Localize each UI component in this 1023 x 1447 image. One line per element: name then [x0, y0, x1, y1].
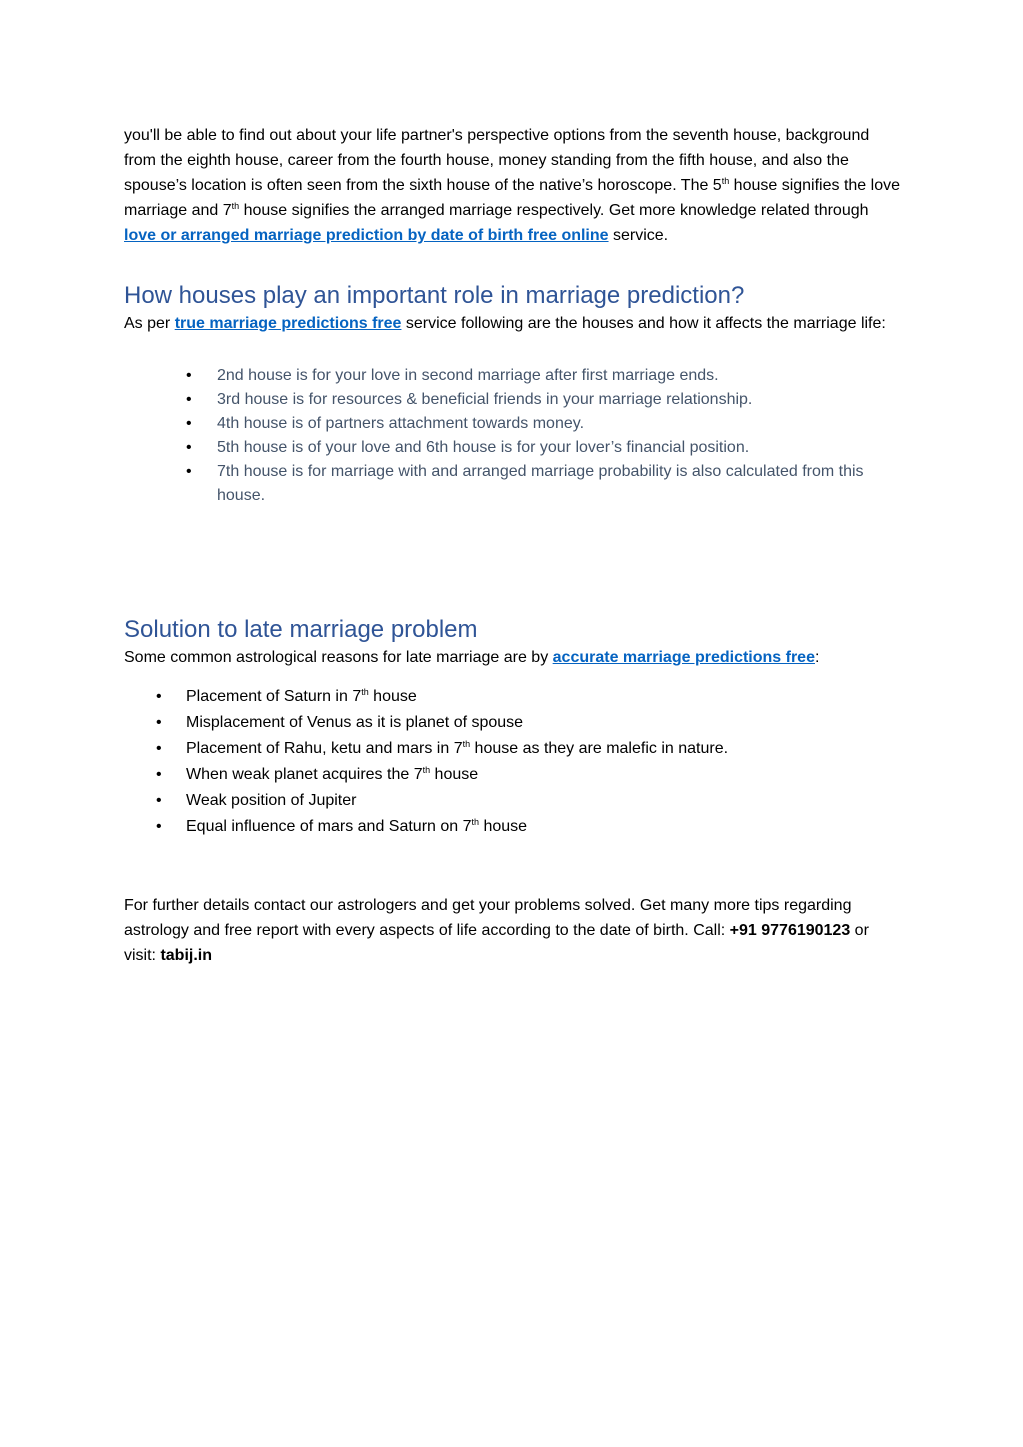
closing-paragraph: [124, 893, 904, 968]
bullet-icon: •: [156, 766, 162, 783]
list-item-text: When weak planet acquires the 7: [186, 766, 423, 783]
list-item: [124, 736, 904, 762]
list-item-text: house: [479, 818, 528, 835]
list-item: [124, 436, 904, 460]
late-marriage-reasons-list: [124, 684, 904, 840]
superscript: th: [721, 176, 730, 186]
section-heading-late-marriage: Solution to late marriage problem: [124, 616, 478, 643]
list-item-text: house: [368, 688, 417, 705]
list-item: [124, 814, 904, 840]
list-item-text: house as they are malefic in nature.: [470, 740, 729, 757]
list-item: [124, 762, 904, 788]
late-intro-text: Some common astrological reasons for late marriage are by: [124, 649, 553, 666]
superscript: th: [422, 765, 431, 775]
list-item-text: Equal influence of mars and Saturn on 7: [186, 818, 472, 835]
section-heading-houses: How houses play an important role in marriage prediction?: [124, 282, 745, 309]
list-item-text: house: [430, 766, 479, 783]
intro-paragraph: [124, 123, 904, 248]
bullet-icon: •: [186, 463, 192, 480]
list-item-text: Weak position of Jupiter: [186, 792, 357, 809]
superscript: th: [361, 687, 369, 697]
late-marriage-intro: [124, 645, 904, 670]
true-marriage-predictions-link[interactable]: true marriage predictions free: [174, 315, 402, 332]
closing-text: For further details contact our astrologers and get your problems solved. Get many more tips regarding astrology and free report with every aspects of life according to the date of birth. Call:: [124, 897, 852, 939]
intro-text: you'll be able to find out about your life partner's perspective options from the seventh house, background from the eighth house, career from the fourth house, money standing from the fifth house, and also the spouse’s location is often seen from the sixth house of the native’s horoscope. The 5: [124, 127, 870, 194]
houses-intro-text: service following are the houses and how it affects the marriage life:: [401, 315, 886, 332]
website-name: tabij.in: [160, 947, 213, 964]
bullet-icon: •: [156, 740, 162, 757]
document-page: [124, 123, 904, 968]
bullet-icon: •: [156, 818, 162, 835]
list-item-text: 7th house is for marriage with and arranged marriage probability is also calculated from this house.: [217, 463, 864, 504]
list-item: [124, 710, 904, 736]
bullet-icon: •: [156, 688, 162, 705]
intro-text: service.: [608, 227, 669, 244]
accurate-marriage-predictions-link[interactable]: accurate marriage predictions free: [552, 649, 815, 666]
list-item-text: Placement of Rahu, ketu and mars in 7: [186, 740, 463, 757]
houses-intro: [124, 311, 904, 336]
bullet-icon: •: [186, 391, 192, 408]
bullet-icon: •: [186, 439, 192, 456]
list-item: [124, 684, 904, 710]
marriage-prediction-link[interactable]: love or arranged marriage prediction by date of birth free online: [124, 227, 609, 244]
late-intro-text: :: [814, 649, 820, 666]
bullet-icon: •: [156, 792, 162, 809]
list-item-text: 4th house is of partners attachment towards money.: [217, 415, 585, 432]
list-item-text: Placement of Saturn in 7: [186, 688, 362, 705]
list-item: [124, 412, 904, 436]
phone-number: +91 9776190123: [729, 922, 851, 939]
list-item-text: 5th house is of your love and 6th house is for your lover’s financial position.: [217, 439, 750, 456]
bullet-icon: •: [186, 415, 192, 432]
superscript: th: [462, 739, 471, 749]
houses-intro-text: As per: [124, 315, 175, 332]
superscript: th: [231, 201, 240, 211]
list-item: [124, 460, 904, 508]
list-item-text: 2nd house is for your love in second marriage after first marriage ends.: [217, 367, 719, 384]
closing-text: or visit:: [124, 922, 869, 964]
list-item: [124, 388, 904, 412]
list-item-text: 3rd house is for resources & beneficial friends in your marriage relationship.: [217, 391, 753, 408]
bullet-icon: •: [156, 714, 162, 731]
intro-text: house signifies the love marriage and 7: [124, 177, 900, 219]
superscript: th: [471, 817, 480, 827]
list-item: [124, 788, 904, 814]
list-item: [124, 364, 904, 388]
bullet-icon: •: [186, 367, 192, 384]
list-item-text: Misplacement of Venus as it is planet of spouse: [186, 714, 524, 731]
intro-text: house signifies the arranged marriage respectively. Get more knowledge related through: [239, 202, 869, 219]
houses-list: [124, 364, 904, 508]
